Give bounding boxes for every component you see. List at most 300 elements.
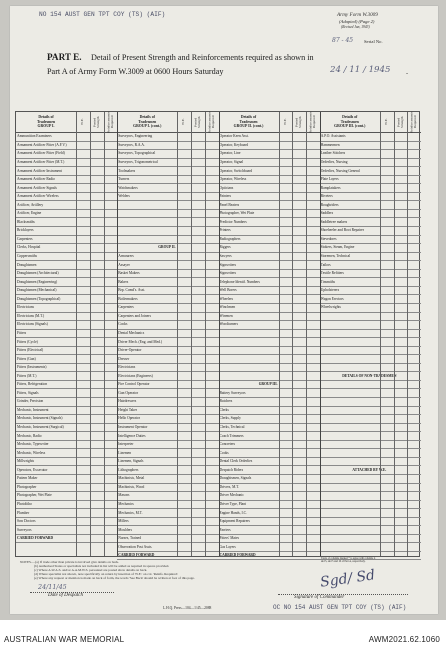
table-row	[16, 219, 117, 228]
table-row	[320, 466, 421, 475]
trade-label: Electricians	[118, 365, 136, 370]
trade-label: Linemen	[118, 450, 132, 455]
trade-label: Operator Keen Asst.	[219, 134, 249, 139]
table-row	[117, 193, 218, 202]
trade-label	[118, 227, 176, 236]
trade-label: Cooks	[118, 322, 128, 327]
table-row	[320, 244, 421, 253]
trade-label: Fitters (Gun)	[17, 356, 36, 361]
table-row	[320, 364, 421, 373]
trade-label: DETAILS OF NON-TRADESMEN	[342, 373, 397, 378]
trade-label: Electricians	[17, 305, 34, 310]
table-row	[16, 201, 117, 210]
group-header-line: GROUP I.	[37, 124, 55, 129]
trade-label: Operator, Keyboard	[219, 142, 249, 147]
trade-label	[321, 424, 379, 433]
trade-label: Lithographers	[118, 467, 139, 472]
table-row	[16, 398, 117, 407]
table-row	[219, 253, 320, 262]
trade-label: Turners	[118, 177, 130, 182]
trade-label: Artificer, Artillery	[17, 202, 44, 207]
table-row	[16, 167, 117, 176]
trade-label: Fitters (Instruments)	[17, 365, 47, 370]
group-header-line: GROUP III. (cont.)	[334, 124, 366, 129]
column-rule	[76, 112, 77, 556]
trade-label: Carpenters and Joiners	[118, 313, 151, 318]
trade-label: CARRIED FORWARD	[118, 553, 155, 558]
trade-label: Assayer	[118, 262, 130, 267]
column-rule	[380, 112, 381, 556]
trade-label: Operator, Signal	[219, 159, 244, 164]
table-row	[219, 278, 320, 287]
table-row	[219, 364, 320, 373]
trade-label: Dental Clerk Orderlies	[219, 459, 253, 464]
trade-label: Millwrights	[17, 459, 34, 464]
form-ref: Army Form W.3009	[337, 12, 378, 18]
trade-label: Clerks, Supply	[219, 416, 241, 421]
trade-label: Sawyers	[219, 254, 232, 258]
group-header-line: Tradesmen	[36, 119, 56, 124]
table-row	[219, 543, 320, 552]
table-row	[16, 407, 117, 416]
trade-label: Boilermakers	[118, 296, 138, 301]
table-row	[117, 270, 218, 279]
table-row	[219, 133, 320, 142]
trade-label: ATTACHED BY W.E.	[352, 467, 387, 472]
table-row	[16, 244, 117, 253]
credit-accession: AWM2021.62.1060	[368, 635, 440, 644]
trade-label: Electricians (M.T.)	[17, 313, 45, 318]
trade-label: Cooks	[219, 450, 229, 455]
trade-label: CARRIED FORWARD	[17, 536, 54, 541]
trade-label: GROUP II.	[158, 245, 176, 250]
trade-label: Masons	[118, 493, 130, 498]
table-row	[16, 150, 117, 159]
tradesmen-group-block	[16, 112, 117, 556]
note-line: (e) Where any request or mention is made on back of form, the words 'See Back' should be written at foot of this page.	[34, 576, 195, 580]
trade-label: Orderlies, Nursing General	[320, 168, 360, 173]
table-row	[320, 338, 421, 347]
trade-label	[321, 330, 379, 339]
table-row	[219, 321, 320, 330]
trade-label: Clerks, Hospital	[17, 245, 41, 250]
trade-label: Driver Mech. (Eng. and Med.)	[118, 339, 163, 344]
column-rule	[90, 112, 91, 556]
trade-label	[118, 219, 176, 228]
table-row	[219, 475, 320, 484]
table-row	[117, 390, 218, 399]
column-header: W.E.	[383, 118, 388, 126]
date-value: 24 / 11 / 1945	[330, 65, 391, 75]
trade-label: Wagon Erectors	[320, 296, 344, 301]
trade-label: Tinsmiths	[320, 279, 336, 284]
trade-label	[220, 330, 278, 339]
title-line-2: Part A of Army Form W.3009 at 0600 Hours Saturday	[47, 67, 224, 76]
table-row	[117, 338, 218, 347]
trade-label	[321, 398, 379, 407]
trade-label: Intelligence Duties	[118, 433, 146, 438]
trade-label: Draughtsmen, Signals	[219, 476, 252, 481]
trade-label: Artificer, Engine	[17, 211, 42, 216]
tradesmen-group-block	[320, 111, 421, 564]
despatch-label: Date of Despatch	[48, 593, 83, 598]
trade-label: Engine Hands, I.C.	[219, 510, 247, 515]
trade-label: Painters	[219, 194, 232, 199]
unit-stamp: OC NO 154 AUST GEN TPT COY (TS) (AIF)	[273, 604, 407, 611]
table-row	[117, 150, 218, 159]
table-row	[320, 398, 421, 407]
table-row	[219, 509, 320, 518]
table-row	[320, 142, 421, 151]
column-rule	[205, 112, 206, 556]
table-row	[320, 295, 421, 304]
trade-label: Armament Artificer Fitter (Field)	[17, 151, 65, 156]
trade-label: Coppersmiths	[17, 254, 37, 258]
trade-label: Surveyors, Trigonometrical	[118, 159, 158, 164]
table-row	[16, 441, 117, 450]
trade-label: Coach Trimmers	[219, 433, 244, 438]
trade-label: Armament Artificer Signals	[17, 185, 57, 190]
trade-label: A.P.O. Assistants	[320, 134, 346, 139]
trade-label: Armament Artificer Fitter (M.T.)	[17, 159, 65, 164]
trade-label: Photolitho	[17, 501, 32, 506]
trade-label: Armament Artificer Fitter (A.F.V.)	[17, 142, 67, 147]
trade-label	[321, 347, 379, 356]
table-row	[320, 526, 421, 535]
table-row	[117, 261, 218, 270]
trade-label: Photographer, Wet Plate	[17, 493, 52, 498]
table-row	[219, 424, 320, 433]
trade-label: Toolmakers	[118, 168, 136, 173]
table-row	[117, 176, 218, 185]
trade-label: Basket Makers	[118, 271, 140, 276]
trade-label: Fitters (M.T.)	[17, 373, 37, 378]
table-row	[117, 509, 218, 518]
table-row	[219, 372, 320, 381]
table-row	[320, 492, 421, 501]
trade-label: Bakers	[118, 279, 129, 284]
table-row	[219, 355, 320, 364]
table-row	[16, 338, 117, 347]
table-row	[320, 535, 421, 544]
trade-label: Despatch Riders	[219, 467, 244, 472]
trade-label: Welders	[118, 194, 130, 199]
table-row	[117, 543, 218, 552]
table-row	[117, 466, 218, 475]
trade-label	[321, 484, 379, 493]
trade-label: Blacksmiths	[17, 219, 35, 224]
table-row	[16, 184, 117, 193]
group-header-title	[16, 112, 76, 132]
trade-label: Equipment Repairers	[219, 519, 250, 524]
table-row	[320, 167, 421, 176]
table-row	[117, 458, 218, 467]
trade-label: Armourers	[118, 254, 134, 258]
column-header: Posted Strength	[193, 116, 201, 128]
column-rule	[279, 112, 280, 556]
trade-label	[220, 338, 278, 347]
table-row	[219, 313, 320, 322]
table-row	[320, 449, 421, 458]
table-row	[117, 278, 218, 287]
group-header-line: Details of	[139, 115, 155, 120]
table-row	[16, 390, 117, 399]
block-divider	[117, 112, 118, 556]
table-row	[219, 210, 320, 219]
trade-label: Machinists, Metal	[118, 476, 145, 481]
trade-label: Carpenters	[118, 305, 134, 310]
table-row	[16, 133, 117, 142]
trade-label	[321, 321, 379, 330]
trade-label: Wheelers	[219, 296, 234, 301]
table-row	[16, 347, 117, 356]
table-row	[219, 184, 320, 193]
table-row	[320, 270, 421, 279]
table-row	[219, 390, 320, 399]
table-row	[16, 492, 117, 501]
table-row	[320, 390, 421, 399]
trade-label: Driver Mechanic	[219, 493, 244, 498]
block-divider	[320, 112, 321, 556]
trade-label: Interpreter	[118, 442, 134, 447]
table-row	[320, 543, 421, 552]
trade-label	[321, 526, 379, 535]
table-row	[219, 167, 320, 176]
trade-label: Grinder, Precision	[17, 399, 44, 404]
trade-label: Stokers, Steam, Engine	[320, 245, 355, 250]
table-row	[16, 142, 117, 151]
trade-label: CARRIED FORWARD	[219, 553, 256, 558]
table-row	[219, 398, 320, 407]
table-row	[320, 159, 421, 168]
trade-label: Instrument Operator	[118, 425, 148, 429]
trade-label: Printers	[219, 228, 231, 233]
table-row	[219, 244, 320, 253]
table-row	[117, 142, 218, 151]
trade-label: Fitters (Cycle)	[17, 339, 38, 344]
trade-label	[321, 475, 379, 484]
trade-label	[118, 210, 176, 219]
table-row	[16, 321, 117, 330]
table-row	[219, 176, 320, 185]
form-notes	[20, 560, 195, 580]
trade-label: Saddlers	[320, 211, 334, 216]
trade-label: Electricians (Engineers)	[118, 373, 153, 378]
trade-label: Woodturners	[219, 322, 238, 327]
trade-label	[321, 381, 379, 390]
trade-label: Draughtsmen (Architectural)	[17, 271, 59, 276]
trade-label: Clerks, Technical	[219, 425, 245, 429]
trade-label	[220, 347, 278, 356]
form-ref-adapted: (Adapted) (Page 2)	[339, 19, 375, 24]
trade-label: Mechanics, M.T.	[118, 510, 143, 515]
table-row	[117, 501, 218, 510]
group-header	[117, 112, 218, 133]
trade-label: Storemen, Technical	[320, 254, 351, 258]
column-rule	[191, 112, 192, 556]
trade-label: Dental Mechanics	[118, 330, 145, 335]
trade-label	[321, 313, 379, 322]
table-row	[320, 415, 421, 424]
table-row	[117, 432, 218, 441]
trade-label: Surveyors, Topographical	[118, 151, 156, 156]
table-row	[219, 304, 320, 313]
unit-line: NO 154 AUST GEN TPT COY (TS) (AIF)	[39, 11, 166, 18]
table-row	[117, 518, 218, 527]
table-row	[219, 193, 320, 202]
note-line: (b) Authorised States or specialists not included in list will be added as required in spaces provided.	[34, 564, 170, 568]
trade-label: Height Taker	[118, 407, 137, 412]
table-row	[117, 304, 218, 313]
table-row	[16, 475, 117, 484]
group-header	[219, 112, 320, 133]
table-row	[320, 424, 421, 433]
trade-label: Farriers	[219, 527, 231, 532]
table-row	[16, 253, 117, 262]
table-row	[320, 176, 421, 185]
table-row	[16, 424, 117, 433]
column-header: W.E.	[282, 118, 287, 126]
trade-label: Surveyors, R.A.A.	[118, 142, 145, 147]
group-header-title	[320, 112, 380, 132]
trade-label: Armament Artificer Wireless	[17, 194, 59, 199]
table-row	[117, 364, 218, 373]
trade-label	[321, 432, 379, 441]
trade-label: Mechanic, Typewriter	[17, 442, 49, 447]
trade-label: Driver Type, Plant	[219, 501, 247, 506]
trade-label: Plumber	[17, 510, 30, 515]
trade-label	[321, 449, 379, 458]
table-row	[320, 484, 421, 493]
trade-label: Surveyors	[17, 527, 32, 532]
table-row	[16, 501, 117, 510]
group-header	[320, 112, 421, 133]
credit-institution: AUSTRALIAN WAR MEMORIAL	[4, 635, 125, 644]
table-row	[219, 219, 320, 228]
note-line: (c) Where A.W.A.S. and/or A.A.M.W.S. personnel are posted show details on back.	[34, 568, 148, 572]
table-row	[320, 184, 421, 193]
column-rule	[104, 112, 105, 556]
column-rule	[177, 112, 178, 556]
group-header-title	[117, 112, 177, 132]
trade-label: Riveters	[320, 194, 333, 199]
trade-label: Mechanic, Instrument	[17, 407, 49, 412]
table-row	[16, 193, 117, 202]
trade-label: Bricklayers	[17, 228, 34, 233]
group-header-line: Tradesmen	[340, 119, 359, 124]
trade-label: Mechanic, Radio	[17, 433, 42, 438]
table-row	[320, 458, 421, 467]
trade-label: Armament Artificer Radio	[17, 177, 55, 182]
trade-label: Pattern Maker	[17, 476, 38, 481]
trade-label: Roughriders	[320, 202, 339, 207]
note-line: NOTES.—(a) If trade other than private is involved give details on back.	[20, 560, 119, 564]
table-row	[117, 201, 218, 210]
table-row	[117, 415, 218, 424]
trade-label: Mechanic, Wireless	[17, 450, 46, 455]
trade-label	[321, 501, 379, 510]
table-row	[320, 287, 421, 296]
trade-label: Mechanic, Instrument (Signals)	[17, 416, 63, 421]
trade-label: Hairdressers	[118, 399, 137, 404]
table-row	[16, 449, 117, 458]
group-header-line: Details of	[342, 115, 358, 120]
table-row	[320, 278, 421, 287]
table-row	[219, 484, 320, 493]
table-row	[219, 347, 320, 356]
column-header: Reinforcements Required	[409, 111, 418, 133]
trade-label: Photographer	[17, 484, 37, 489]
trade-label: Opticians	[219, 185, 234, 190]
trade-label: Butchers	[219, 399, 233, 404]
table-row	[16, 458, 117, 467]
trade-label	[321, 415, 379, 424]
table-row	[117, 484, 218, 493]
column-header: W.E.	[80, 118, 85, 126]
column-header: Posted Strength	[92, 116, 100, 128]
table-row	[16, 295, 117, 304]
trade-label: Millers	[118, 519, 129, 524]
trade-label: Surveyors, Engineering	[118, 134, 153, 139]
group-header	[16, 112, 117, 133]
trade-label: Fitters	[17, 330, 27, 335]
trade-label: Photographer, Wet Plate	[219, 211, 255, 216]
group-header-line: Details of	[38, 115, 54, 120]
table-row	[320, 193, 421, 202]
trade-label: Operator, Wireless	[219, 177, 247, 182]
table-row	[16, 287, 117, 296]
trade-label: Fitters (Electrical)	[17, 348, 44, 353]
group-header-line: Details of	[240, 115, 257, 120]
column-header: Reinforcements Required	[207, 111, 215, 133]
trade-label: Upholsterers	[320, 288, 340, 293]
title-line-1: Detail of Present Strength and Reinforcements required as shown in	[91, 53, 314, 62]
table-row	[219, 407, 320, 416]
trade-label: Dresser	[118, 356, 130, 361]
table-row	[320, 518, 421, 527]
table-row	[16, 270, 117, 279]
table-row	[16, 535, 117, 544]
commander-signature: Sgd/ Sd	[319, 567, 377, 591]
table-row	[16, 159, 117, 168]
table-row	[16, 261, 117, 270]
table-row	[219, 261, 320, 270]
trade-label: Hammermen	[320, 142, 340, 147]
table-row	[117, 236, 218, 245]
trade-label: Leather Stitchers	[320, 151, 346, 156]
trade-label: Wiremen	[219, 313, 233, 318]
table-row	[219, 552, 320, 561]
group-header-line: Tradesmen	[239, 119, 258, 124]
tradesmen-group-block	[117, 112, 218, 556]
trade-label: Plate Layers	[320, 177, 339, 182]
table-row	[117, 167, 218, 176]
trade-label: Draughtsmen	[17, 262, 37, 267]
trade-label	[321, 390, 379, 399]
table-row	[16, 355, 117, 364]
table-row	[117, 355, 218, 364]
group-header-title	[219, 112, 279, 132]
table-row	[320, 236, 421, 245]
table-row	[219, 526, 320, 535]
table-row	[320, 509, 421, 518]
table-row	[16, 227, 117, 236]
trade-label: Well Borers	[219, 288, 237, 293]
table-row	[16, 432, 117, 441]
table-row	[16, 372, 117, 381]
table-row	[117, 313, 218, 322]
trade-label: Signwriters	[219, 271, 237, 276]
